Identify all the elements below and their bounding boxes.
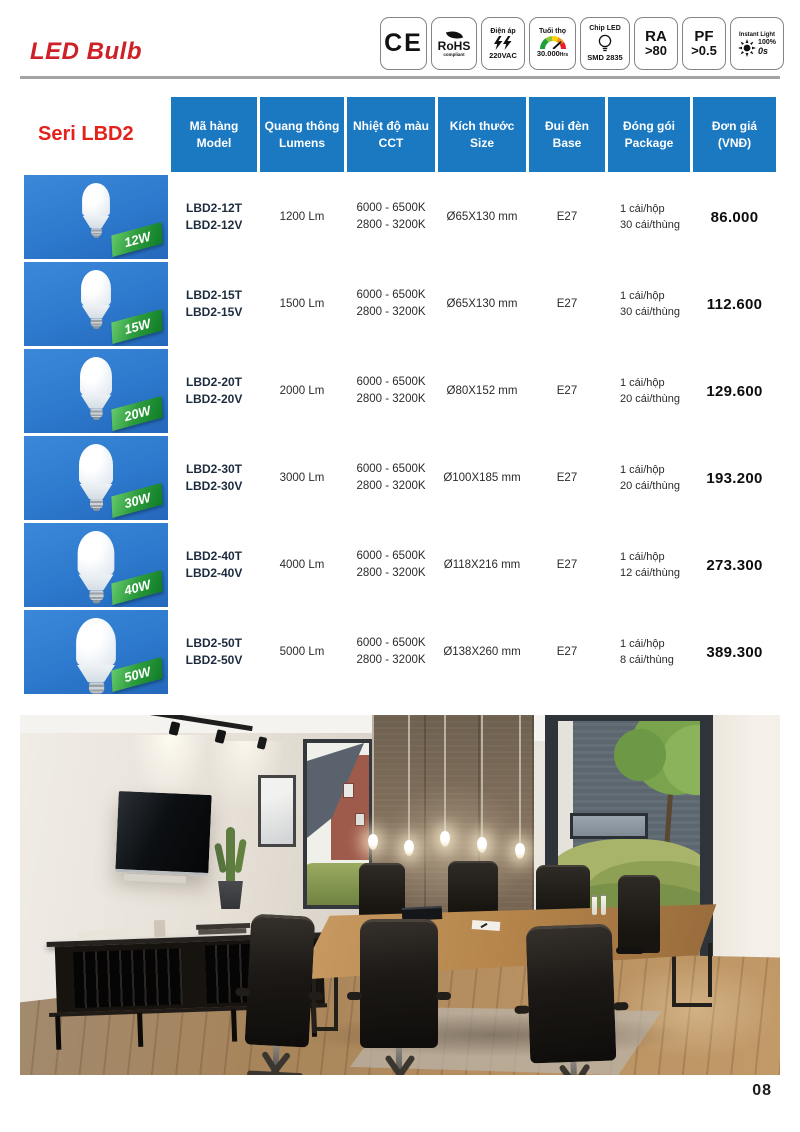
picture-frame (258, 775, 296, 847)
voltage-value: 220VAC (489, 50, 517, 60)
pencil-cup (154, 920, 166, 937)
cell-model: LBD2-12T LBD2-12V (185, 201, 243, 232)
product-image-20w (24, 349, 168, 433)
sideboard-leg (137, 1013, 143, 1047)
cell-base: E27 (556, 297, 578, 310)
cell-base: E27 (556, 558, 578, 571)
cell-cct: 6000 - 6500K 2800 - 3200K (356, 376, 426, 405)
col-header-model: Mã hàng Model (171, 97, 257, 172)
lifespan-value: 30.000 (536, 48, 560, 58)
wall-tv (115, 791, 211, 876)
cactus-stem (226, 827, 235, 885)
lightning-bolts-icon (493, 36, 513, 51)
cell-model: LBD2-15T LBD2-15V (185, 288, 243, 319)
cell-price: 86.000 (710, 208, 759, 226)
meeting-room-photo (20, 715, 780, 1075)
cell-model: LBD2-40T LBD2-40V (185, 549, 243, 580)
cell-lumens: 5000 Lm (279, 645, 325, 658)
water-bottle (601, 894, 606, 915)
cell-package: 1 cái/hộp 12 cái/thùng (620, 551, 680, 579)
rohs-badge (431, 17, 477, 70)
pendant-cord (444, 715, 446, 831)
chip-led-badge (580, 17, 630, 70)
lifespan-label: Tuổi thọ (538, 27, 567, 35)
cell-model: LBD2-50T LBD2-50V (185, 636, 243, 667)
wattage-badge: 12W (111, 222, 162, 257)
office-chair-end (618, 875, 660, 953)
cell-package: 1 cái/hộp 20 cái/thùng (620, 464, 680, 492)
cell-size: Ø118X216 mm (443, 558, 521, 571)
cell-price: 112.600 (706, 295, 763, 313)
binders (73, 948, 183, 1008)
wattage-badge: 30W (111, 483, 162, 518)
col-header-size: Kích thước Size (438, 97, 526, 172)
cell-price: 389.300 (706, 643, 763, 661)
instant-light-unit: 0s (758, 46, 769, 56)
product-table (24, 97, 776, 694)
led-bulb-graphic (82, 183, 110, 238)
lifespan-badge (529, 17, 576, 70)
plant-pot (217, 881, 244, 909)
cell-lumens: 1200 Lm (279, 210, 325, 223)
office-chair-front (245, 913, 316, 1047)
cell-model: LBD2-20T LBD2-20V (185, 375, 243, 406)
chair-armrest (616, 947, 644, 954)
cell-base: E27 (556, 384, 578, 397)
table-leg-bar (672, 1003, 712, 1007)
house-window (343, 783, 354, 798)
cell-package: 1 cái/hộp 8 cái/thùng (620, 638, 674, 666)
cri-value: >80 (644, 43, 668, 58)
cell-size: Ø80X152 mm (446, 384, 518, 397)
lifespan-unit: Hrs (559, 51, 569, 58)
cell-cct: 6000 - 6500K 2800 - 3200K (356, 463, 426, 492)
sunburst-icon (738, 39, 756, 57)
certification-badges (380, 17, 784, 70)
building-corner (558, 721, 573, 861)
table-leg (708, 943, 712, 997)
cell-cct: 6000 - 6500K 2800 - 3200K (356, 289, 426, 318)
col-header-price: Đơn giá (VNĐ) (693, 97, 776, 172)
instant-light-badge (730, 17, 784, 70)
cell-lumens: 3000 Lm (279, 471, 325, 484)
building-window (570, 813, 648, 839)
cell-package: 1 cái/hộp 20 cái/thùng (620, 377, 680, 405)
cell-cct: 6000 - 6500K 2800 - 3200K (356, 637, 426, 666)
page-title: LED Bulb (30, 38, 142, 65)
cell-base: E27 (556, 645, 578, 658)
table-leg (672, 951, 676, 1007)
cell-lumens: 2000 Lm (279, 384, 325, 397)
sideboard-leg (55, 1016, 61, 1050)
col-header-package: Đóng gói Package (608, 97, 690, 172)
cri-badge (634, 17, 678, 70)
tree-canopy (614, 729, 666, 781)
cell-price: 273.300 (706, 556, 763, 574)
office-chair-front (526, 924, 617, 1064)
product-image-40w (24, 523, 168, 607)
wattage-badge: 40W (111, 570, 162, 605)
power-factor-value: >0.5 (691, 43, 717, 58)
title-underline (20, 76, 780, 79)
sideboard-leg (231, 1009, 237, 1041)
cri-label: RA (645, 28, 667, 45)
cell-lumens: 4000 Lm (279, 558, 325, 571)
led-bulb-graphic (76, 618, 116, 694)
led-bulb-graphic (80, 357, 112, 420)
ce-label: CE (384, 29, 423, 57)
led-bulb-graphic (78, 531, 115, 603)
cell-package: 1 cái/hộp 30 cái/thùng (620, 290, 680, 318)
cell-cct: 6000 - 6500K 2800 - 3200K (356, 550, 426, 579)
led-bulb-graphic (81, 270, 111, 329)
bulb-outline-icon (596, 33, 614, 53)
cell-cct: 6000 - 6500K 2800 - 3200K (356, 202, 426, 231)
cell-lumens: 1500 Lm (279, 297, 325, 310)
cell-size: Ø65X130 mm (446, 297, 518, 310)
product-image-50w (24, 610, 168, 694)
instant-light-value: 100% (758, 39, 776, 46)
pendant-cord (481, 715, 483, 837)
col-header-lumens: Quang thông Lumens (260, 97, 344, 172)
office-chair-front (360, 919, 438, 1048)
product-image-12w (24, 175, 168, 259)
cell-price: 129.600 (706, 382, 763, 400)
cell-size: Ø100X185 mm (443, 471, 521, 484)
house-window (355, 813, 365, 826)
pendant-cord (519, 715, 521, 843)
table-shadow (300, 1013, 690, 1057)
chip-led-label: Chip LED (589, 25, 621, 32)
power-factor-badge (682, 17, 726, 70)
col-header-base: Đui đèn Base (529, 97, 605, 172)
series-title: Seri LBD2 (24, 97, 168, 172)
book (198, 928, 246, 935)
pendant-cord (372, 715, 374, 834)
product-image-15w (24, 262, 168, 346)
wattage-badge: 15W (111, 309, 162, 344)
power-factor-label: PF (694, 28, 714, 45)
gauge-icon (540, 36, 566, 49)
col-header-cct: Nhiệt độ màu CCT (347, 97, 435, 172)
page-number: 08 (752, 1082, 772, 1099)
cell-size: Ø138X260 mm (443, 645, 521, 658)
voltage-label: Điện áp (490, 27, 516, 35)
cell-size: Ø65X130 mm (446, 210, 518, 223)
wattage-badge: 50W (111, 657, 162, 692)
voltage-badge (481, 17, 525, 70)
ce-mark-icon (380, 17, 427, 70)
led-bulb-graphic (79, 444, 113, 511)
chip-led-value: SMD 2835 (587, 53, 623, 62)
product-image-30w (24, 436, 168, 520)
rohs-label: RoHS (437, 39, 471, 53)
pendant-cord (408, 715, 410, 840)
cell-package: 1 cái/hộp 30 cái/thùng (620, 203, 680, 231)
wattage-badge: 20W (111, 396, 162, 431)
instant-light-label: Instant Light (739, 31, 775, 38)
cell-price: 193.200 (706, 469, 763, 487)
water-bottle (592, 895, 597, 915)
rohs-sub-label: compliant (443, 52, 465, 57)
cell-base: E27 (556, 471, 578, 484)
cell-base: E27 (556, 210, 578, 223)
cell-model: LBD2-30T LBD2-30V (185, 462, 243, 493)
